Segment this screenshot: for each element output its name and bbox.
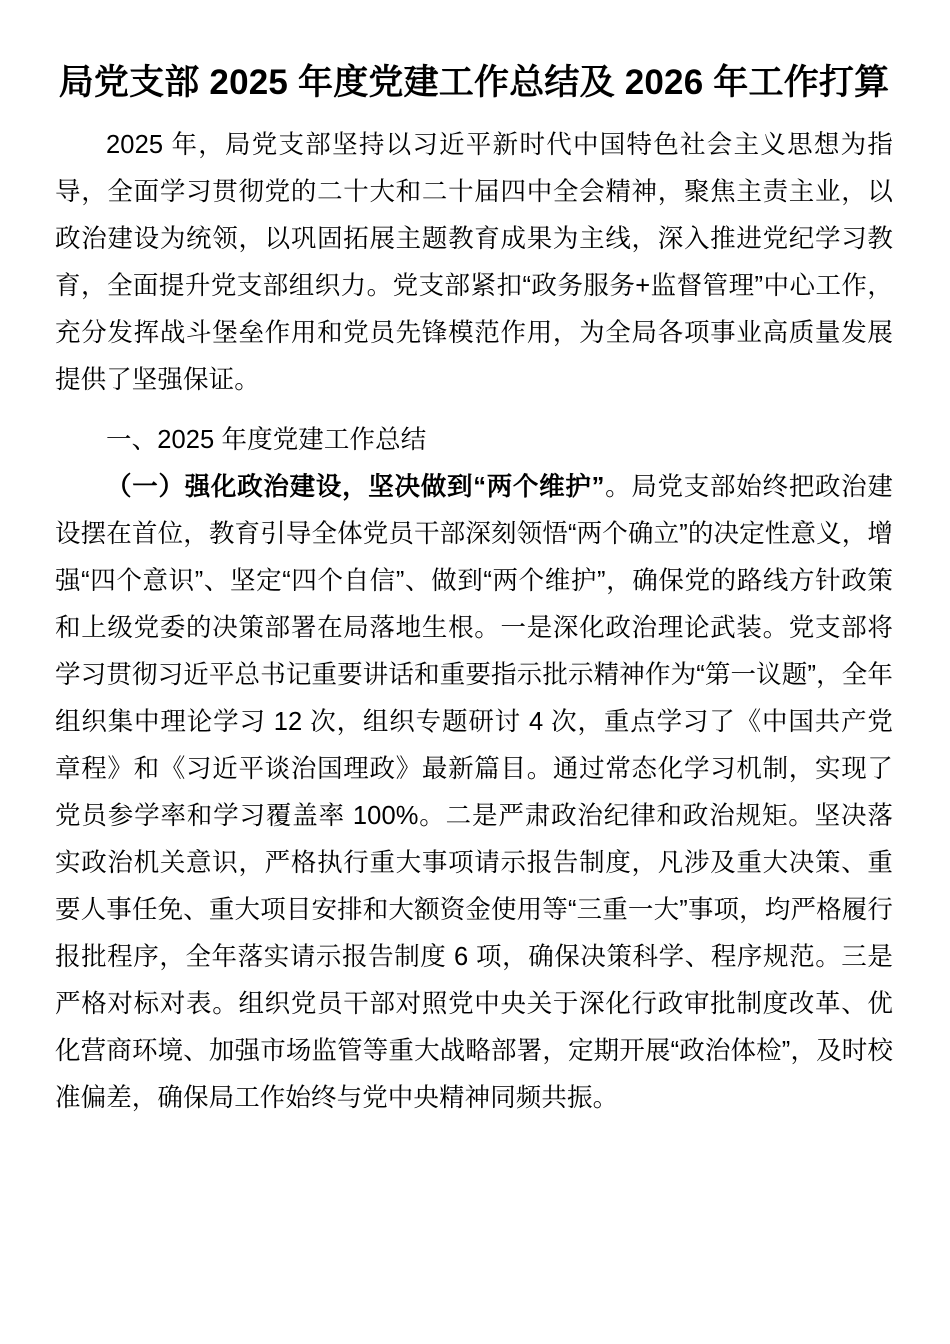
subsection-a-paragraph bbox=[55, 464, 893, 1122]
opening-paragraph: 2025 年，局党支部坚持以习近平新时代中国特色社会主义思想为指导，全面学习贯彻党的二十大和二十届四中全会精神，聚焦主责主业，以政治建设为统领，以巩固拓展主题教育成果为主线，深入推进党纪学习教育，全面提升党支部组织力。党支部紧扣“政务服务+监督管理”中心工作，充分发挥战斗堡垒作用和党员先锋模范作用，为全局各项事业高质量发展提供了坚强保证。 bbox=[55, 131, 893, 394]
section-heading-one: 一、2025 年度党建工作总结 bbox=[106, 426, 427, 454]
subsection-a-bold-lead: （一）强化政治建设，坚决做到“两个维护” bbox=[106, 473, 605, 501]
subsection-a-body-text: 。局党支部始终把政治建设摆在首位，教育引导全体党员干部深刻领悟“两个确立”的决定性意义，增强“四个意识”、坚定“四个自信”、做到“两个维护”，确保党的路线方针政策和上级党委的决策部署在局落地生根。一是深化政治理论武装。党支部将学习贯彻习近平总书记重要讲话和重要指示批示精神作为“第一议题”，全年组织集中理论学习 12 次，组织专题研讨 4 次，重点学习了《中国共产党章程》和《习近平谈治国理政》最新篇目。通过常态化学习机制，实现了党员参学率和学习覆盖率 100%。二是严肃政治纪律和政治规矩。坚决落实政治机关意识，严格执行重大事项请示报告制度，凡涉及重大决策、重要人事任免、重大项目安排和大额资金使用等“三重一大”事项，均严格履行报批程序，全年落实请示报告制度 6 项，确保决策科学、程序规范。三是严格对标对表。组织党员干部对照党中央关于深化行政审批制度改革、优化营商环境、加强市场监管等重大战略部署，定期开展“政治体检”，及时校准偏差，确保局工作始终与党中央精神同频共振。 bbox=[55, 473, 893, 1112]
document-content bbox=[55, 0, 893, 1122]
page-title: 局党支部 2025 年度党建工作总结及 2026 年工作打算 bbox=[58, 63, 890, 102]
